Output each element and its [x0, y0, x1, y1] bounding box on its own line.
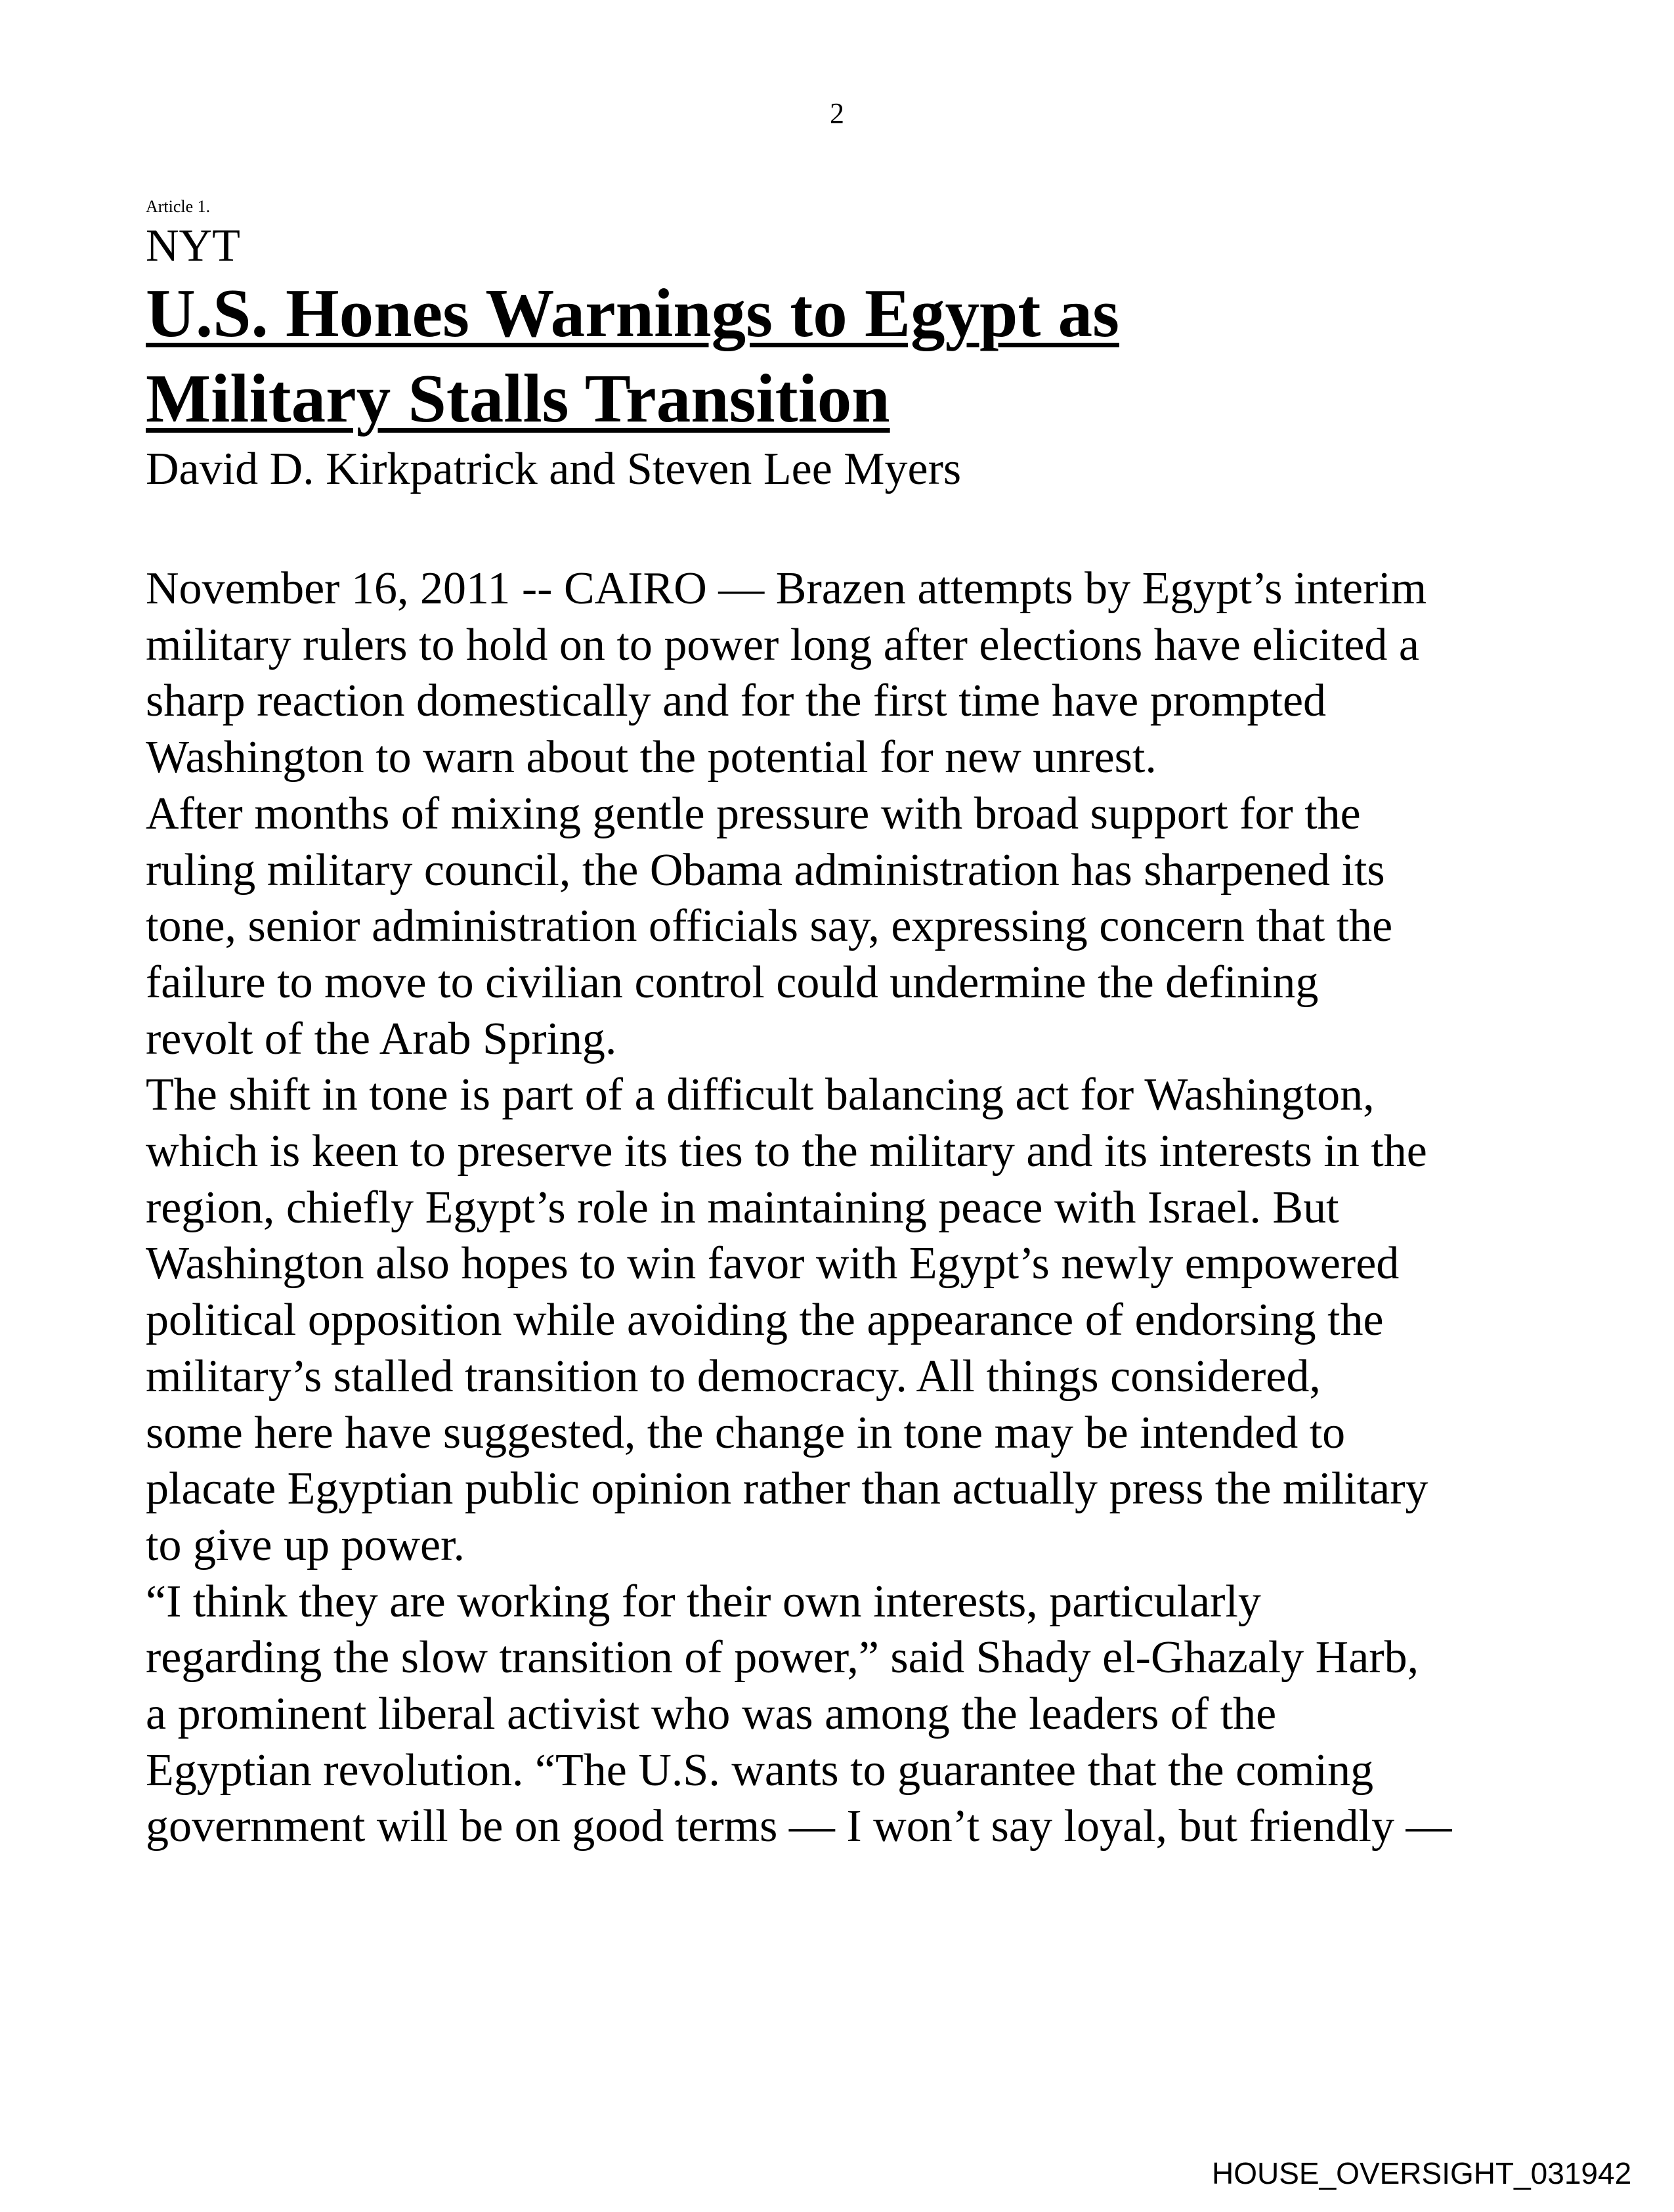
body-line: “I think they are working for their own interests, particularly	[146, 1576, 1261, 1627]
body-line: revolt of the Arab Spring.	[146, 1013, 617, 1064]
body-line: sharp reaction domestically and for the first time have prompted	[146, 676, 1327, 727]
body-line: November 16, 2011 -- CAIRO — Brazen attempts by Egypt’s interim	[146, 563, 1427, 614]
body-line: military’s stalled transition to democracy. All things considered,	[146, 1351, 1321, 1402]
body-line: ruling military council, the Obama administration has sharpened its	[146, 844, 1385, 896]
body-line: failure to move to civilian control could undermine the defining	[146, 957, 1319, 1008]
body-line: Egyptian revolution. “The U.S. wants to guarantee that the coming	[146, 1745, 1374, 1796]
article-source: NYT	[146, 221, 240, 271]
article	[146, 196, 1564, 1855]
bates-stamp: HOUSE_OVERSIGHT_031942	[1212, 2156, 1632, 2190]
body-line: which is keen to preserve its ties to the military and its interests in the	[146, 1126, 1427, 1177]
article-label: Article 1.	[146, 197, 211, 216]
article-body	[146, 561, 1564, 1855]
body-line: government will be on good terms — I won’t say loyal, but friendly —	[146, 1801, 1452, 1852]
article-byline: David D. Kirkpatrick and Steven Lee Myers	[146, 444, 962, 494]
page-number: 2	[830, 97, 844, 129]
body-line: The shift in tone is part of a difficult balancing act for Washington,	[146, 1070, 1375, 1121]
body-line: a prominent liberal activist who was among the leaders of the	[146, 1689, 1277, 1740]
body-line: tone, senior administration officials say, expressing concern that the	[146, 901, 1393, 952]
article-headline	[146, 271, 1564, 441]
headline-line: Military Stalls Transition	[146, 360, 890, 437]
body-line: region, chiefly Egypt’s role in maintaining peace with Israel. But	[146, 1182, 1339, 1233]
body-line: Washington also hopes to win favor with Egypt’s newly empowered	[146, 1238, 1400, 1290]
body-line: to give up power.	[146, 1519, 465, 1571]
body-line: military rulers to hold on to power long after elections have elicited a	[146, 619, 1419, 670]
body-line: political opposition while avoiding the appearance of endorsing the	[146, 1295, 1384, 1346]
body-line: regarding the slow transition of power,” said Shady el-Ghazaly Harb,	[146, 1632, 1419, 1683]
body-line: some here have suggested, the change in tone may be intended to	[146, 1407, 1346, 1458]
body-line: After months of mixing gentle pressure with broad support for the	[146, 788, 1361, 839]
headline-line: U.S. Hones Warnings to Egypt as	[146, 274, 1119, 351]
body-line: placate Egyptian public opinion rather than actually press the military	[146, 1464, 1428, 1515]
body-line: Washington to warn about the potential for new unrest.	[146, 732, 1157, 783]
